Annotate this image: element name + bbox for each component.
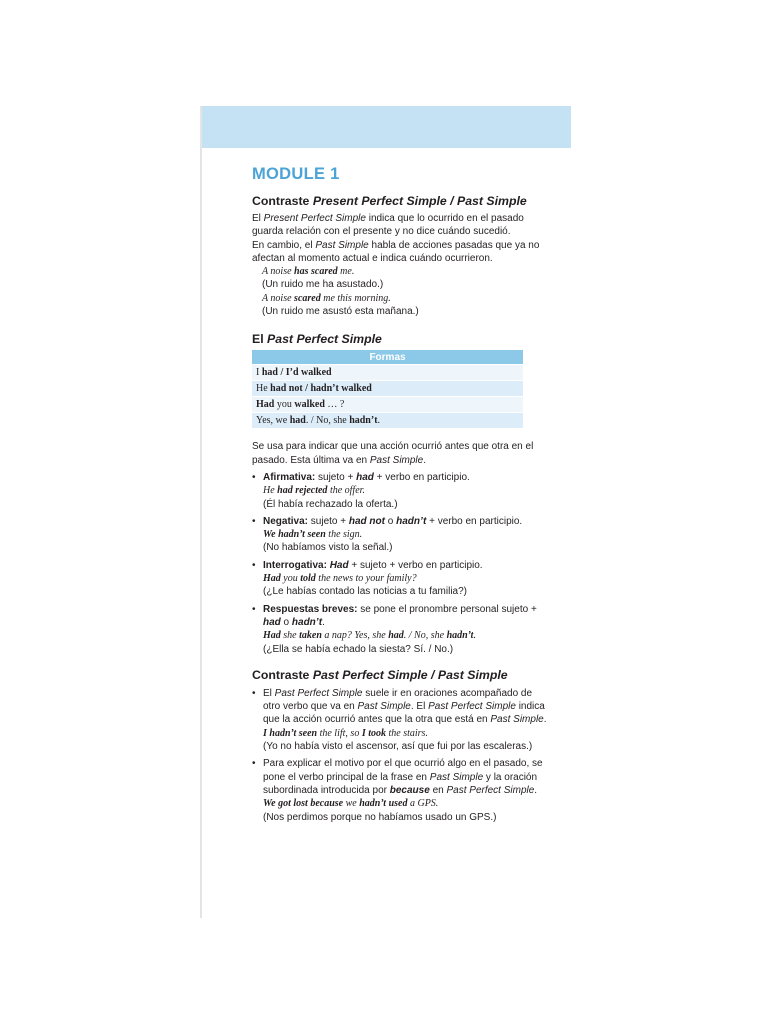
example-sentence: He had rejected the offer. [263, 485, 365, 497]
example-sentence: We got lost because we hadn’t used a GPS. [263, 798, 439, 810]
table-row: He had not / hadn’t walked [252, 381, 523, 397]
bullet-list [252, 471, 552, 656]
example-sentence: Had she taken a nap? Yes, she had. / No, she hadn’t. [263, 630, 476, 642]
list-item: • El Past Perfect Simple suele ir en oraciones acompañado de otro verbo que va en Past Simple. El Past Perfect Simple indica que la acción ocurrió antes que la otra que está en Past Simple. I hadn’t seen the lift, so I took the stairs. (Yo no había visto el ascensor, así que fui por las escaleras.) [252, 687, 552, 753]
example-sentence: A noise scared me this morning. [262, 292, 391, 304]
table-row: Yes, we had. / No, she hadn’t. [252, 413, 523, 429]
example-translation: (Un ruido me ha asustado.) [262, 279, 384, 291]
list-item-afirmativa: • Afirmativa: sujeto + had + verbo en participio. He had rejected the offer. (Él había rechazado la oferta.) [252, 471, 552, 511]
example-sentence: A noise has scared me. [262, 266, 355, 278]
table-header: Formas [252, 350, 523, 365]
example-translation: (¿Le habías contado las noticias a tu familia?) [263, 586, 467, 598]
table-row: I had / I’d walked [252, 365, 523, 381]
example-sentence: I hadn’t seen the lift, so I took the stairs. [263, 727, 428, 739]
list-item: • Para explicar el motivo por el que ocurrió algo en el pasado, se pone el verbo principal de la frase en Past Simple y la oración subordinada introducida por because en Past Perfect Simple. We got lost because we hadn’t used a GPS. (Nos perdimos porque no habíamos usado un GPS.) [252, 757, 552, 823]
paragraph: El Present Perfect Simple indica que lo ocurrido en el pasado guarda relación con el presente y no dice cuándo sucedió. [252, 213, 524, 238]
example-translation: (Yo no había visto el ascensor, así que fui por las escaleras.) [263, 741, 533, 753]
section-heading-past-perfect-contrast: Contraste Past Perfect Simple / Past Simple [252, 667, 508, 682]
section-heading-present-perfect-contrast: Contraste Present Perfect Simple / Past Simple [252, 194, 527, 208]
example-translation: (Nos perdimos porque no habíamos usado un GPS.) [263, 811, 497, 823]
paragraph: Se usa para indicar que una acción ocurrió antes que otra en el pasado. Esta última va en Past Simple. [252, 441, 534, 466]
example-sentence: We hadn’t seen the sign. [263, 529, 363, 541]
section-heading-past-perfect: El Past Perfect Simple [252, 332, 382, 347]
forms-table [252, 350, 523, 428]
paragraph: En cambio, el Past Simple habla de acciones pasadas que ya no afectan al momento actual e indica cuándo ocurrieron. [252, 239, 540, 264]
example-sentence: Had you told the news to your family? [263, 573, 417, 585]
document-page [200, 106, 571, 918]
page-content [252, 164, 552, 828]
module-title: MODULE 1 [252, 165, 340, 183]
list-item-interrogativa: • Interrogativa: Had + sujeto + verbo en participio. Had you told the news to your family? (¿Le habías contado las noticias a tu familia?) [252, 559, 552, 599]
header-band [202, 106, 571, 148]
example-translation: (Él había rechazado la oferta.) [263, 498, 398, 510]
example-translation: (No habíamos visto la señal.) [263, 542, 393, 554]
list-item-negativa: • Negativa: sujeto + had not o hadn’t + verbo en participio. We hadn’t seen the sign. (No habíamos visto la señal.) [252, 515, 552, 555]
list-item-respuestas-breves: • Respuestas breves: se pone el pronombre personal sujeto + had o hadn’t. Had she taken a nap? Yes, she had. / No, she hadn’t. (¿Ella se había echado la siesta? Sí. / No.) [252, 603, 552, 656]
example-translation: (¿Ella se había echado la siesta? Sí. / No.) [263, 643, 454, 655]
bullet-list [252, 687, 552, 824]
table-row: Had you walked … ? [252, 397, 523, 413]
example-translation: (Un ruido me asustó esta mañana.) [262, 306, 419, 318]
